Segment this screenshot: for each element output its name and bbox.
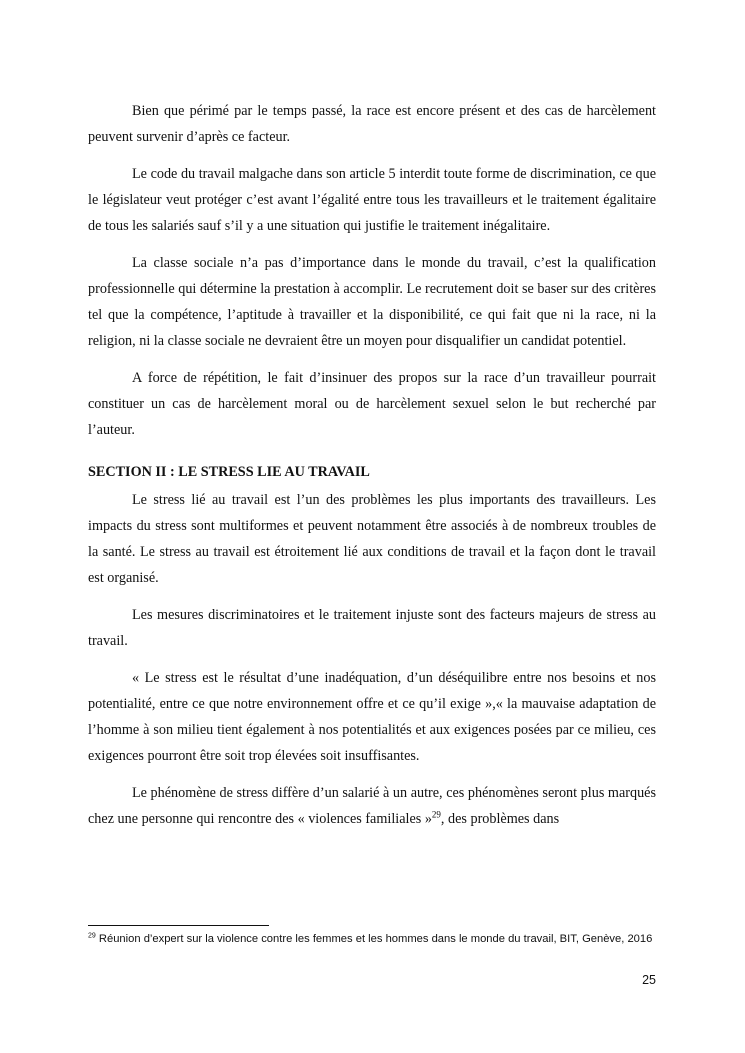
section-heading: SECTION II : LE STRESS LIE AU TRAVAIL xyxy=(88,464,370,480)
footnote-reference[interactable]: 29 xyxy=(431,809,441,820)
paragraph-with-footnote-ref xyxy=(88,780,656,832)
page-number: 25 xyxy=(642,973,656,987)
footnote-divider xyxy=(88,925,269,926)
footnote xyxy=(88,931,656,948)
paragraph: Le code du travail malgache dans son article 5 interdit toute forme de discrimination, ce que le législateur veut protéger c’est avant l’égalité entre tous les travailleurs et le traitement égalitaire de tous les salariés sauf s’il y a une situation qui justifie le traitement inégalitaire. xyxy=(88,166,656,234)
footnote-number: 29 xyxy=(88,932,96,940)
paragraph-text: , des problèmes dans xyxy=(440,811,560,827)
paragraph: « Le stress est le résultat d’une inadéquation, d’un déséquilibre entre nos besoins et nos potentialité, entre ce que notre environnement offre et ce qu’il exige »,« la mauvaise adaptation de l’homme à son milieu tient également à nos potentialités et aux exigences posées par ce milieu, ces exigences pourront être soit trop élevées soit insuffisantes. xyxy=(88,670,656,764)
paragraph: Les mesures discriminatoires et le traitement injuste sont des facteurs majeurs de stress au travail. xyxy=(88,607,656,649)
paragraph: La classe sociale n’a pas d’importance dans le monde du travail, c’est la qualification professionnelle qui détermine la prestation à accomplir. Le recrutement doit se baser sur des critères tel que la compétence, l’aptitude à travailler et la disponibilité, ce qui fait que ni la race, ni la religion, ni la classe sociale ne devraient être un moyen pour disqualifier un candidat potentiel. xyxy=(88,255,656,349)
paragraph: A force de répétition, le fait d’insinuer des propos sur la race d’un travailleur pourrait constituer un cas de harcèlement moral ou de harcèlement sexuel selon le but recherché par l’auteur. xyxy=(88,370,656,438)
paragraph: Bien que périmé par le temps passé, la race est encore présent et des cas de harcèlement peuvent survenir d’après ce facteur. xyxy=(88,103,656,145)
paragraph-text: Le phénomène de stress diffère d’un salarié à un autre, ces phénomènes seront plus marqués chez une personne qui rencontre des « violences familiales » xyxy=(88,785,656,827)
footnote-text: Réunion d’expert sur la violence contre les femmes et les hommes dans le monde du travail, BIT, Genève, 2016 xyxy=(95,933,653,945)
paragraph: Le stress lié au travail est l’un des problèmes les plus importants des travailleurs. Les impacts du stress sont multiformes et peuvent notamment être associés à de nombreux troubles de la santé. Le stress au travail est étroitement lié aux conditions de travail et la façon dont le travail est organisé. xyxy=(88,492,656,586)
page-body xyxy=(88,98,656,843)
